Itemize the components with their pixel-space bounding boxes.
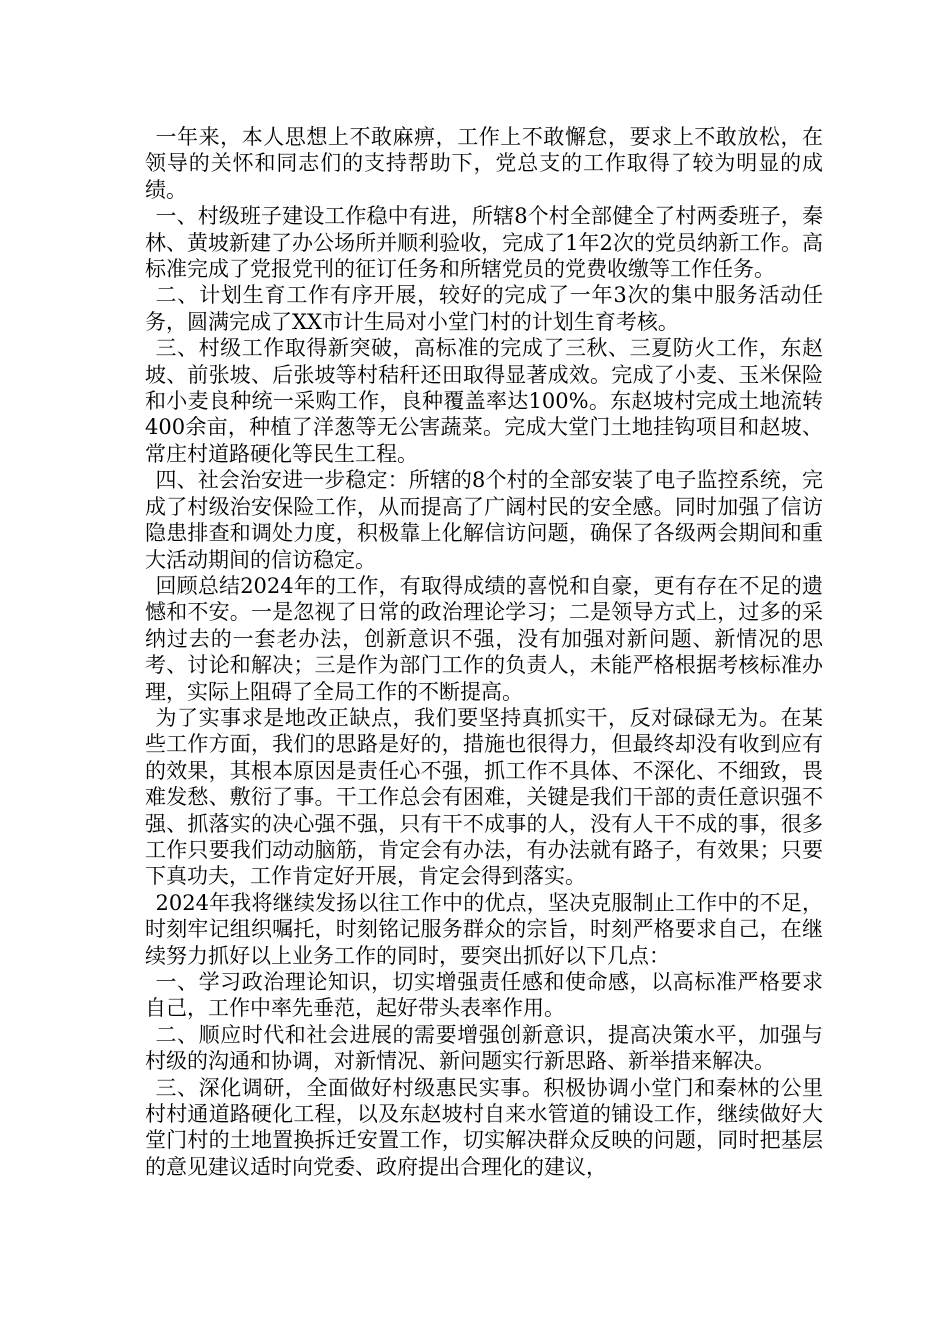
paragraph-plan-intro: 2024年我将继续发扬以往工作中的优点，坚决克服制止工作中的不足，时刻牢记组织嘱托，时刻铭记服务群众的宗旨，时刻严格要求自己，在继续努力抓好以上业务工作的同时，要突出抓好以下几点： bbox=[145, 890, 823, 968]
paragraph-item-2: 二、计划生育工作有序开展，较好的完成了一年3次的集中服务活动任务，圆满完成了XX市计生局对小堂门村的计划生育考核。 bbox=[145, 283, 823, 334]
paragraph-item-3: 三、村级工作取得新突破，高标准的完成了三秋、三夏防火工作，东赵坡、前张坡、后张坡等村秸秆还田取得显著成效。完成了小麦、玉米保险和小麦良种统一采购工作，良种覆盖率达100%。东赵坡村完成土地流转400余亩，种植了洋葱等无公害蔬菜。完成大堂门土地挂钩项目和赵坡、常庄村道路硬化等民生工程。 bbox=[145, 336, 823, 466]
paragraph-item-4: 四、社会治安进一步稳定：所辖的8个村的全部安装了电子监控系统，完成了村级治安保险工作，从而提高了广阔村民的安全感。同时加强了信访隐患排查和调处力度，积极靠上化解信访问题，确保了各级两会期间和重大活动期间的信访稳定。 bbox=[145, 468, 823, 572]
paragraph-correction: 为了实事求是地改正缺点，我们要坚持真抓实干，反对碌碌无为。在某些工作方面，我们的思路是好的，措施也很得力，但最终却没有收到应有的效果，其根本原因是责任心不强，抓工作不具体、不深化、不细致，畏难发愁、敷衍了事。干工作总会有困难，关键是我们干部的责任意识强不强、抓落实的决心强不强，只有干不成事的人，没有人干不成的事，很多工作只要我们动动脑筋，肯定会有办法，有办法就有路子，有效果；只要下真功夫，工作肯定好开展，肯定会得到落实。 bbox=[145, 705, 823, 889]
paragraph-plan-3: 三、深化调研，全面做好村级惠民实事。积极协调小堂门和秦林的公里村村通道路硬化工程，以及东赵坡村自来水管道的铺设工作，继续做好大堂门村的土地置换拆迁安置工作，切实解决群众反映的问题，同时把基层的意见建议适时向党委、政府提出合理化的建议， bbox=[145, 1075, 823, 1179]
paragraph-plan-1: 一、学习政治理论知识，切实增强责任感和使命感，以高标准严格要求自己，工作中率先垂范，起好带头表率作用。 bbox=[145, 970, 823, 1021]
paragraph-plan-2: 二、顺应时代和社会进展的需要增强创新意识，提高决策水平，加强与村级的沟通和协调，对新情况、新问题实行新思路、新举措来解决。 bbox=[145, 1022, 823, 1074]
paragraph-review: 回顾总结2024年的工作，有取得成绩的喜悦和自豪，更有存在不足的遗憾和不安。一是忽视了日常的政治理论学习；二是领导方式上，过多的采纳过去的一套老办法，创新意识不强，没有加强对新问题、新情况的思考、讨论和解决；三是作为部门工作的负责人，未能严格根据考核标准办理，实际上阻碍了全局工作的不断提高。 bbox=[145, 573, 823, 704]
paragraph-summary: 一年来，本人思想上不敢麻痹，工作上不敢懈怠，要求上不敢放松，在领导的关怀和同志们的支持帮助下，党总支的工作取得了较为明显的成绩。 bbox=[145, 125, 823, 202]
document-body bbox=[145, 124, 823, 1180]
paragraph-item-1: 一、村级班子建设工作稳中有进，所辖8个村全部健全了村两委班子，秦林、黄坡新建了办公场所并顺利验收，完成了1年2次的党员纳新工作。高标准完成了党报党刊的征订任务和所辖党员的党费收缴等工作任务。 bbox=[145, 204, 823, 282]
